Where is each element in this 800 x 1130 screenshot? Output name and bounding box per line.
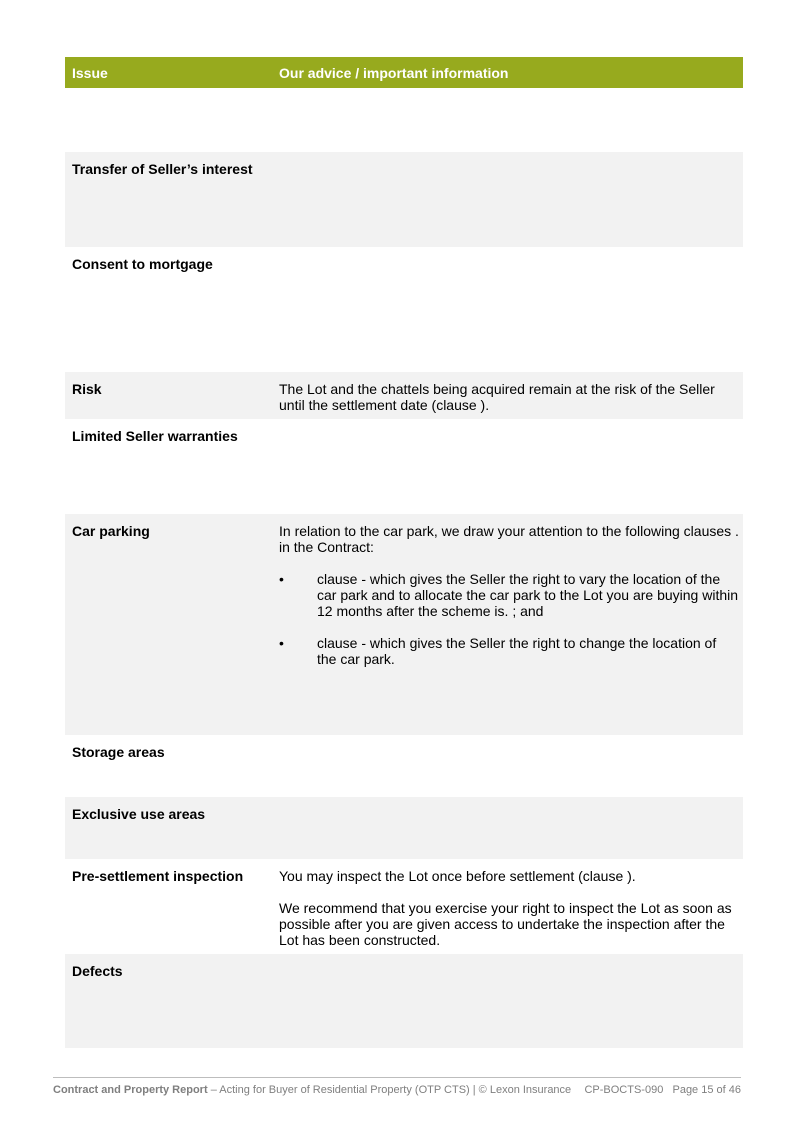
footer-subtitle: – Acting for Buyer of Residential Property (OTP CTS) | © Lexon Insurance	[207, 1084, 572, 1096]
clause-list	[279, 571, 739, 667]
list-item	[279, 571, 739, 619]
advice-table	[65, 57, 743, 1048]
table-row	[65, 514, 743, 735]
footer-page-info	[584, 1084, 741, 1096]
issue-label: Exclusive use areas	[72, 806, 206, 822]
table-row	[65, 372, 743, 419]
issue-label: Pre-settlement inspection	[72, 868, 244, 884]
footer-code: CP-BOCTS-090	[584, 1084, 664, 1096]
issue-label: Consent to mortgage	[72, 256, 213, 272]
table-row	[65, 152, 743, 247]
footer-report-name: Contract and Property Report	[53, 1084, 208, 1096]
issue-label: Defects	[72, 963, 123, 979]
issue-label: Storage areas	[72, 744, 165, 760]
list-item-text: clause - which gives the Seller the right to vary the location of the car park and to allocate the car park to the Lot you are buying within 12 months after the scheme is. ; and	[317, 571, 739, 619]
table-row	[65, 735, 743, 797]
table-row	[65, 954, 743, 1048]
header-advice: Our advice / important information	[279, 65, 509, 81]
advice-text: We recommend that you exercise your right to inspect the Lot as soon as possible after you are given access to undertake the inspection after the Lot has been constructed.	[279, 900, 732, 948]
advice-text: The Lot and the chattels being acquired remain at the risk of the Seller until the settlement date (clause ).	[279, 381, 715, 413]
issue-label: Risk	[72, 381, 102, 397]
table-row	[65, 419, 743, 514]
table-row	[65, 797, 743, 859]
list-item-text: clause - which gives the Seller the right to change the location of the car park.	[317, 635, 717, 667]
table-row	[65, 247, 743, 372]
header-issue: Issue	[72, 65, 108, 81]
advice-cell	[279, 868, 739, 964]
bullet-icon: •	[279, 571, 284, 587]
issue-label: Car parking	[72, 523, 150, 539]
footer-title	[53, 1084, 571, 1096]
table-row	[65, 859, 743, 954]
table-row	[65, 88, 743, 152]
bullet-icon: •	[279, 635, 284, 651]
advice-text: In relation to the car park, we draw your attention to the following clauses . in the Contract:	[279, 523, 739, 555]
advice-cell	[279, 523, 739, 683]
page-footer	[53, 1077, 741, 1096]
advice-text: You may inspect the Lot once before settlement (clause ).	[279, 868, 636, 884]
footer-page-number: Page 15 of 46	[672, 1084, 741, 1096]
list-item	[279, 635, 739, 667]
issue-label: Limited Seller warranties	[72, 428, 238, 444]
issue-label: Transfer of Seller’s interest	[72, 161, 253, 177]
table-header	[65, 57, 743, 88]
